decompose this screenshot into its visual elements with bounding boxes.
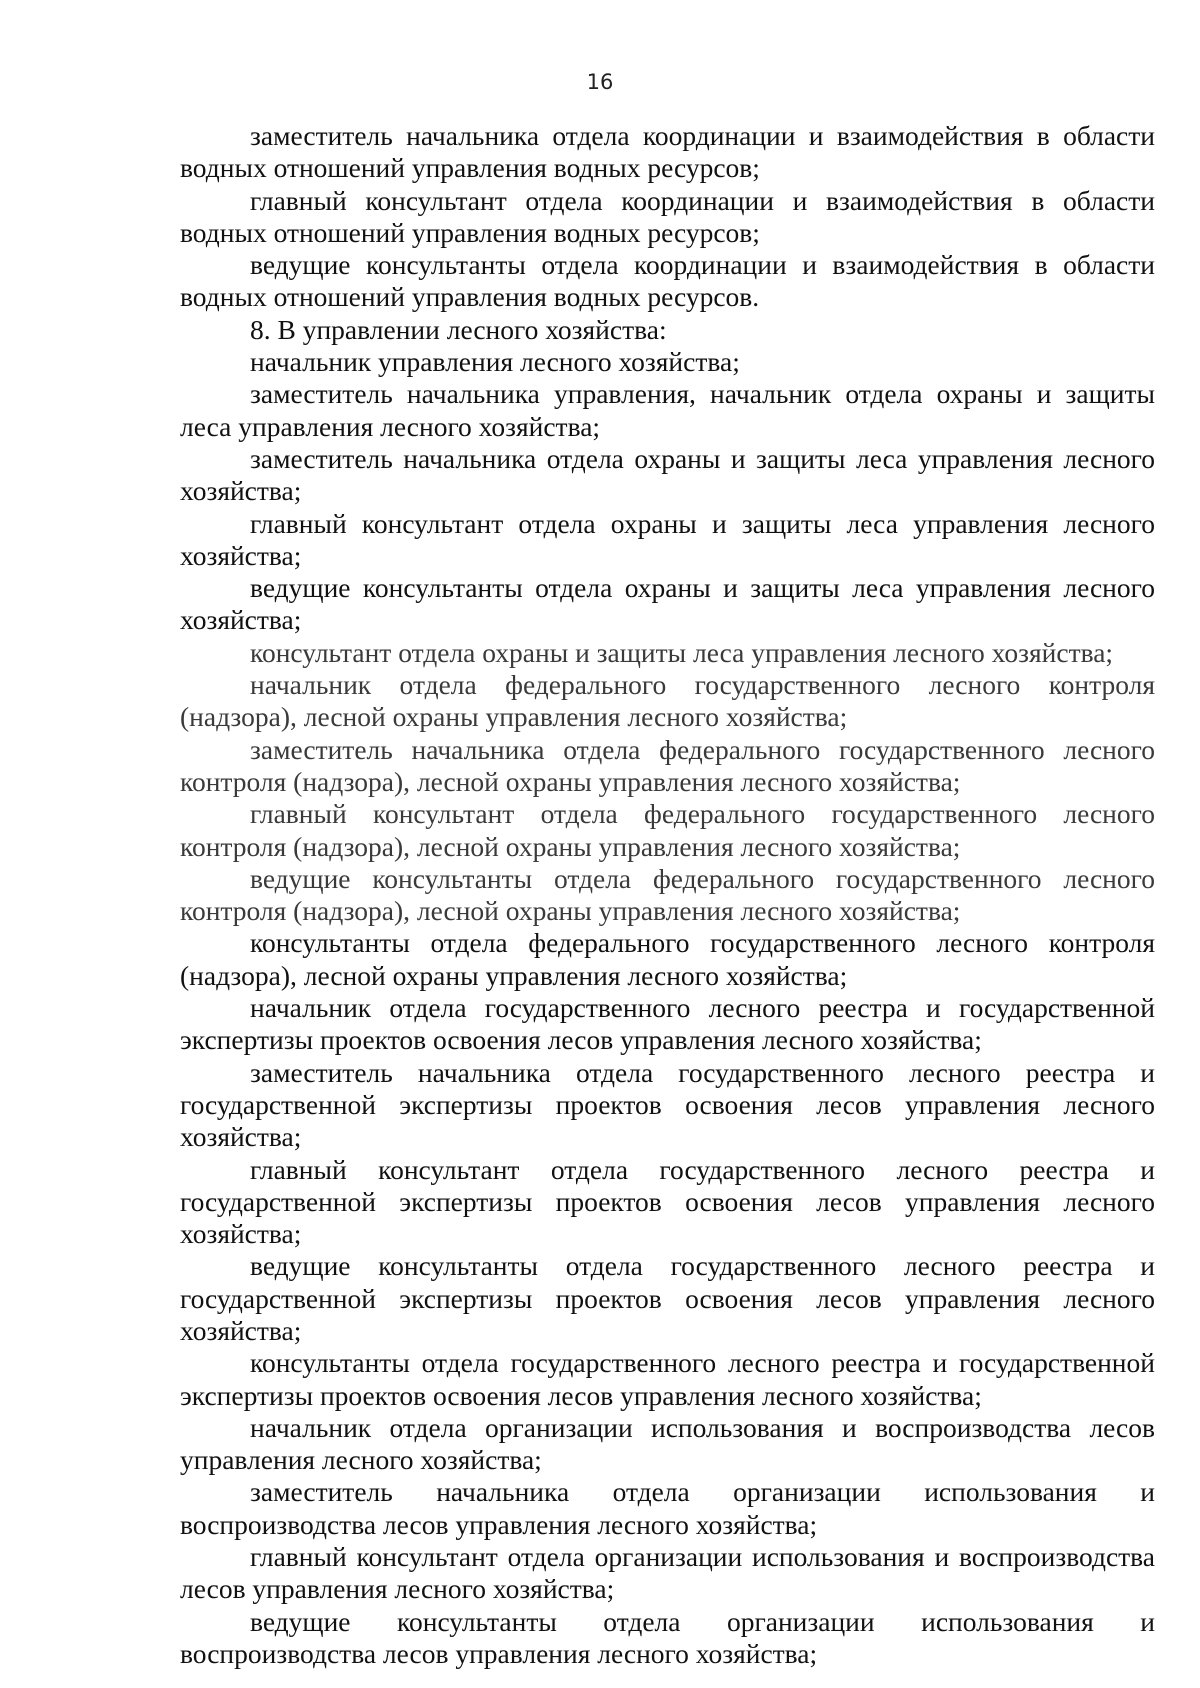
list-item: заместитель начальника отдела координации и взаимодействия в области водных отношений управления водных ресурсов; — [180, 120, 1155, 184]
list-item: начальник отдела федерального государственного лесного контроля (надзора), лесной охраны управления лесного хозяйства; — [180, 669, 1155, 733]
list-item: главный консультант отдела федерального государственного лесного контроля (надзора), лесной охраны управления лесного хозяйства; — [180, 798, 1155, 862]
list-item: заместитель начальника управления, начальник отдела охраны и защиты леса управления лесного хозяйства; — [180, 378, 1155, 442]
list-item: ведущие консультанты отдела организации использования и воспроизводства лесов управления лесного хозяйства; — [180, 1605, 1155, 1669]
list-item: заместитель начальника отдела федерального государственного лесного контроля (надзора), лесной охраны управления лесного хозяйства; — [180, 733, 1155, 797]
document-body — [180, 120, 1155, 1670]
list-item: консультант отдела охраны и защиты леса управления лесного хозяйства; — [250, 636, 1114, 668]
list-item: ведущие консультанты отдела координации и взаимодействия в области водных отношений управления водных ресурсов. — [180, 249, 1155, 313]
list-item: заместитель начальника отдела организации использования и воспроизводства лесов управления лесного хозяйства; — [180, 1476, 1155, 1540]
page-number: 16 — [586, 70, 614, 94]
list-item: начальник управления лесного хозяйства; — [250, 346, 740, 378]
list-item: ведущие консультанты отдела государственного лесного реестра и государственной экспертизы проектов освоения лесов управления лесного хозяйства; — [180, 1250, 1155, 1346]
list-item: консультанты отдела государственного лесного реестра и государственной экспертизы проектов освоения лесов управления лесного хозяйства; — [180, 1347, 1155, 1411]
list-item: ведущие консультанты отдела охраны и защиты леса управления лесного хозяйства; — [180, 572, 1155, 636]
section-heading: 8. В управлении лесного хозяйства: — [250, 313, 667, 345]
list-item: главный консультант отдела охраны и защиты леса управления лесного хозяйства; — [180, 507, 1155, 571]
list-item: консультанты отдела федерального государственного лесного контроля (надзора), лесной охраны управления лесного хозяйства; — [180, 927, 1155, 991]
list-item: главный консультант отдела координации и взаимодействия в области водных отношений управления водных ресурсов; — [180, 184, 1155, 248]
list-item: начальник отдела организации использования и воспроизводства лесов управления лесного хозяйства; — [180, 1411, 1155, 1476]
list-item: заместитель начальника отдела охраны и защиты леса управления лесного хозяйства; — [180, 442, 1155, 507]
list-item: главный консультант отдела государственного лесного реестра и государственной экспертизы проектов освоения лесов управления лесного хозяйства; — [180, 1153, 1155, 1250]
list-item: ведущие консультанты отдела федерального государственного лесного контроля (надзора), лесной охраны управления лесного хозяйства; — [180, 862, 1155, 927]
list-item: начальник отдела государственного лесного реестра и государственной экспертизы проектов освоения лесов управления лесного хозяйства; — [180, 992, 1155, 1056]
list-item: главный консультант отдела организации использования и воспроизводства лесов управления лесного хозяйства; — [180, 1541, 1155, 1605]
list-item: заместитель начальника отдела государственного лесного реестра и государственной экспертизы проектов освоения лесов управления лесного хозяйства; — [180, 1056, 1155, 1153]
